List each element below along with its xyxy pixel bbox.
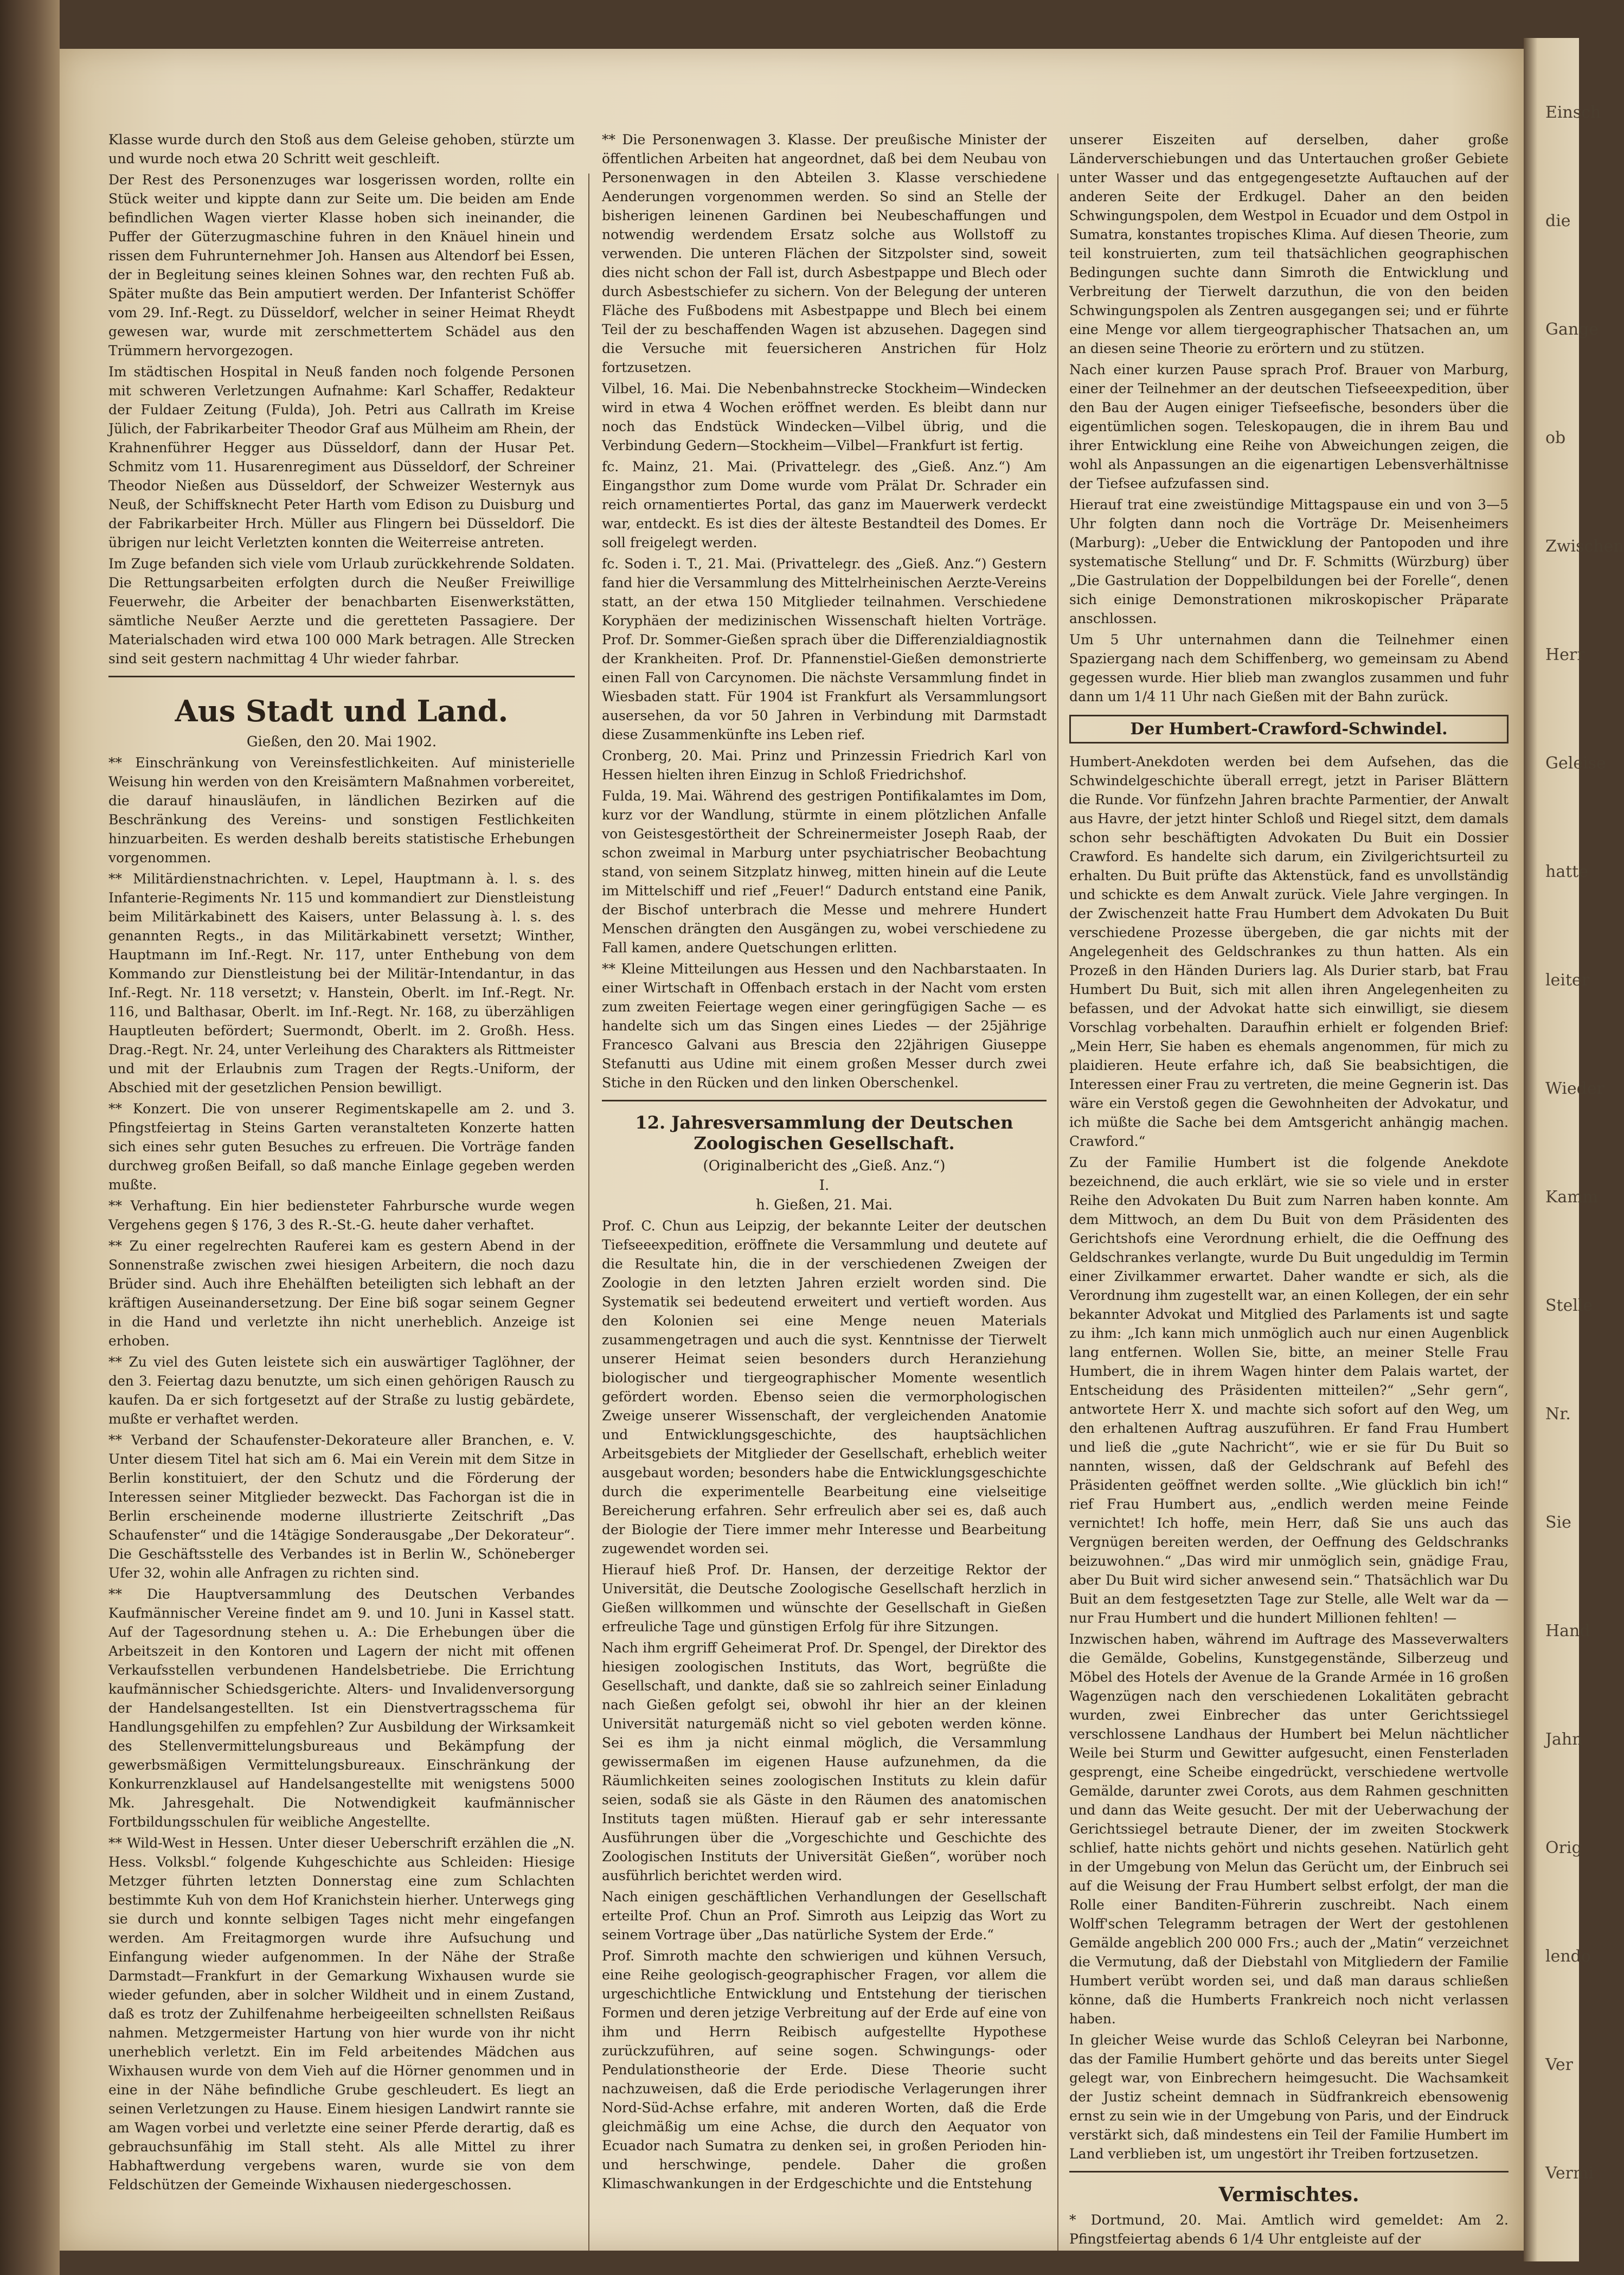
edge-fragment: Orig (1545, 1838, 1582, 1857)
section-divider (602, 1100, 1047, 1101)
edge-fragment: Wieder (1545, 1079, 1604, 1098)
news-item: ** Die Hauptversammlung des Deutschen Verbandes Kaufmännischer Vereine findet am 9. und 10. Juni in Kassel statt. Auf der Tagesordnung stehen u. A.: Die Erhebungen über die Arbeitszeit in den Kontoren und Lagern der nicht mit offenen Verkaufsstellen verbundenen Handelsbetriebe. Die Errichtung kaufmännischer Schiedsgerichte. Alters- und Invalidenversorgung der Handelsangestellten. Ist ein Dienstvertragsschema für Handlungsgehilfen zu empfehlen? Zur Ausbildung der Wirksamkeit des Stellenvermittelungsbureaus und Bekämpfung der gewerbsmäßigen Vermittelungsbureaux. Einschränkung der Konkurrenzklausel auf Handelsangestellte mit wenigstens 5000 Mk. Jahresgehalt. Die Notwendigkeit kaufmännischer Fortbildungsschulen für weibliche Angestellte. (108, 1586, 575, 1830)
article-text: Hierauf hieß Prof. Dr. Hansen, der derzeitige Rektor der Universität, die Deutsche Zoologische Gesellschaft herzlich in Gießen willkommen und wünschte der Gesellschaft in Gießen erfreuliche Tage und günstigen Erfolg für ihre Sitzungen. (602, 1562, 1047, 1635)
edge-fragment: lendo (1545, 1947, 1591, 1966)
meeting-dateline: h. Gießen, 21. Mai. (755, 1197, 893, 1213)
article-text: Der Rest des Personenzuges war losgerissen worden, rollte ein Stück weiter und kippte dann zur Seite um. Die beiden am Ende befindlichen Wagen vierter Klasse hoben sich ineinander, die Puffer der Güterzugmaschine fuhren in den Knäuel hinein und rissen dem Fuhrunternehmer Joh. Hansen aus Altendorf bei Essen, der in Begleitung seines kleinen Sohnes war, den rechten Fuß ab. Später mußte das Bein amputiert werden. Der Infanterist Schöffer vom 29. Inf.-Regt. zu Düsseldorf, welcher in seiner Heimat Rheydt gewesen war, wurde mit zerschmettertem Schädel aus den Trümmern hervorgezogen. (108, 172, 575, 358)
column-rule (1057, 174, 1058, 2251)
edge-fragment: Vermi (1545, 2164, 1594, 2183)
section-divider (1069, 2171, 1509, 2173)
news-item: ** Wild-West in Hessen. Unter dieser Ueberschrift erzählen die „N. Hess. Volksbl.“ folgende Kuhgeschichte aus Schleiden: Hiesige Metzger führten letzten Donnerstag eine zum Schlachten bestimmte Kuh von dem Hof Kranichstein hierher. Unterwegs ging sie durch und konnte selbigen Tages nicht mehr eingefangen werden. Am Freitagmorgen wurde ihre Aufsuchung und Einfangung wieder aufgenommen. In der Nähe der Straße Darmstadt—Frankfurt in der Gemarkung Wixhausen wurde sie wieder gefunden, aber in solcher Wildheit und in einem Zustand, daß es trotz der Zuhilfenahme herbeigeeilten schnellsten Reißaus nahmen. Metzgermeister Hartung von hier wurde von ihr nicht unerheblich verletzt. Ein im Feld arbeitendes Mädchen aus Wixhausen wurde von dem Vieh auf die Hörner genommen und in eine in der Nähe befindliche Grube geschleudert. Es liegt an seinen Verletzungen zu Hause. Einem hiesigen Landwirt rannte sie am Wagen vorbei und verletzte eine seiner Pferde derartig, daß es gebrauchsunfähig im Stall steht. Als alle Mittel zu ihrer Habhaftwerdung vergebens waren, wurde sie von dem Feldschützen der Gemeinde Wixhausen niedergeschossen. (108, 1835, 575, 2193)
edge-fragment: Herr (1545, 645, 1585, 664)
article-text: Nach einer kurzen Pause sprach Prof. Brauer von Marburg, einer der Teilnehmer an der deutschen Tiefseeexpedition, über den Bau der Augen einiger Tiefseefische, besonders über die eigentümlichen sogen. Teleskopaugen, die in ihrem Bau und ihrer Entwicklung eine Reihe von Abweichungen zeigen, die wohl als Anpassungen an die eigenartigen Lebensverhältnisse der Tiefsee aufzufassen sind. (1069, 362, 1509, 491)
article-text: Prof. C. Chun aus Leipzig, der bekannte Leiter der deutschen Tiefseeexpedition, eröffnete die Versammlung und deutete auf die Resultate hin, die in der verschiedenen Zweigen der Zoologie in den letzten Jahren erzielt worden sind. Die Systematik sei bedeutend erweitert und vertieft worden. Aus den Kolonien sei eine Menge neuen Materials zusammengetragen und auch die syst. Kenntnisse der Tierwelt unserer Heimat seien besonders durch Heranziehung biologischer und tiergeographischer Momente wesentlich gefördert worden. Ebenso seien die vermorphologischen Zweige unserer Wissenschaft, der vergleichenden Anatomie und Entwicklungsgeschichte, des hauptsächlichen Arbeitsgebiets der Mitglieder der Gesellschaft, erheblich weiter ausgebaut worden; besonders habe die Entwicklungsgeschichte durch die experimentelle Bearbeitung eine vielseitige Bereicherung erfahren. Sehr erfreulich aber sei es, daß auch der Biologie der Tiere immer mehr Interesse und Bearbeitung zugewendet worden sei. (602, 1218, 1047, 1556)
article-text: Nach einigen geschäftlichen Verhandlungen der Gesellschaft erteilte Prof. Chun an Prof. Simroth aus Leipzig das Wort zu seinem Vortrage über „Das natürliche System der Erde.“ (602, 1889, 1047, 1943)
edge-fragment: die (1545, 212, 1571, 230)
column-3 (1069, 130, 1509, 2251)
news-item: ** Militärdienstnachrichten. v. Lepel, Hauptmann à. l. s. des Infanterie-Regiments Nr. 115 und kommandiert zur Dienstleistung beim Militärkabinett des Kaisers, unter Belassung à. l. s. des genannten Regts., in das Militärkabinett versetzt; Winther, Hauptmann im Inf.-Regt. Nr. 117, unter Enthebung von dem Kommando zur Dienstleistung bei der Militär-Intendantur, in das Inf.-Regt. Nr. 118 versetzt; v. Hanstein, Oberlt. im Inf.-Regt. Nr. 116, und Balthasar, Oberlt. im Inf.-Regt. Nr. 168, zu überzähligen Hauptleuten befördert; Suermondt, Oberlt. im 2. Großh. Hess. Drag.-Regt. Nr. 24, unter Verleihung des Charakters als Rittmeister und mit der Erlaubnis zum Tragen der Regts.-Uniform, der Abschied mit der gesetzlichen Pension bewilligt. (108, 871, 575, 1095)
edge-fragment: hatte (1545, 862, 1589, 881)
news-item: fc. Soden i. T., 21. Mai. (Privattelegr. des „Gieß. Anz.“) Gestern fand hier die Versammlung des Mittelrheinischen Aerzte-Vereins statt, an der etwa 150 Mitglieder teilnahmen. Verschiedene Koryphäen der medizinischen Wissenschaft hielten Vorträge. Prof. Dr. Sommer-Gießen sprach über die Differenzialdiagnostik der Krankheiten. Prof. Dr. Pfannenstiel-Gießen demonstrierte einen Fall von Carcynomen. Die nächste Versammlung findet in Wiesbaden statt. Für 1904 ist Frankfurt als Versammlungsort ausersehen, da vor 50 Jahren in Verbindung mit Darmstadt diese Zusammenkünfte ins Leben rief. (602, 556, 1047, 742)
column-rule (588, 174, 589, 2251)
article-text: In gleicher Weise wurde das Schloß Celeyran bei Narbonne, das der Familie Humbert gehörte und das bereits unter Siegel gelegt war, von Einbrechern heimgesucht. Die Wachsamkeit der Justiz scheint demnach in Südfrankreich ebensowenig ernst zu sein wie in der Umgebung von Paris, und der Eindruck verstärkt sich, daß mindestens ein Teil der Familie Humbert im Land verblieben ist, um ungestört ihr Treiben fortzusetzen. (1069, 2032, 1509, 2162)
article-text: Um 5 Uhr unternahmen dann die Teilnehmer einen Spaziergang nach dem Schiffenberg, wo gemeinsam zu Abend gegessen wurde. Hier blieb man zwanglos zusammen und fuhr dann um 1/4 11 Uhr nach Gießen mit der Bahn zurück. (1069, 632, 1509, 704)
newspaper-page (60, 49, 1524, 2251)
edge-fragment: Ver (1545, 2055, 1574, 2074)
article-text: unserer Eiszeiten auf derselben, daher große Länderverschiebungen und das Untertauchen großer Gebiete unter Wasser und das entgegengesetzte Auftauchen auf der anderen Seite der Erdkugel. Daher an den beiden Schwingungspolen, dem Westpol in Ecuador und dem Ostpol in Sumatra, konstantes tropisches Klima. Auf diesen Theorie, zum teil konstruierten, zum teil thatsächlichen geographischen Bedingungen suchte dann Simroth die Entwicklung und Verbreitung der Tierwelt darzuthun, die von den beiden Schwingungspolen als Zentren ausgegangen sei; und er führte eine Menge vor allem tiergeographischer Thatsachen an, um an diesen seine Theorie zu erörtern und zu stützen. (1069, 132, 1509, 356)
meeting-subtitle: (Originalbericht des „Gieß. Anz.“) (703, 1158, 946, 1174)
news-item: ** Konzert. Die von unserer Regimentskapelle am 2. und 3. Pfingstfeiertag in Steins Garten veranstalteten Konzerte hatten sich eines sehr guten Besuches zu erfreuen. Die Vorträge fanden durchweg großen Beifall, so daß manche Einlage gegeben werden mußte. (108, 1101, 575, 1193)
edge-fragment: Nr. (1545, 1405, 1571, 1424)
edge-fragment: Stelle (1545, 1296, 1593, 1315)
edge-fragment: Einsch (1545, 103, 1601, 122)
article-text: Nach ihm ergriff Geheimerat Prof. Dr. Spengel, der Direktor des hiesigen zoologischen Instituts, das Wort, begrüßte die Gesellschaft, und dankte, daß sie so zahlreich seiner Einladung nach Gießen gefolgt sei, obwohl ihr hier an der kleinen Universität naturgemäß nicht so viel geboten werden könne. Sei es ihm ja nicht einmal möglich, die Versammlung gewissermaßen im eigenen Hause aufzunehmen, da die Räumlichkeiten seines zoologischen Instituts zu klein dafür seien, sodaß sie als Gäste in den Räumen des anatomischen Instituts tagen müßten. Hierauf gab er sehr interessante Ausführungen über die „Vorgeschichte und Geschichte des Zoologischen Instituts der Universität Gießen“, worüber noch ausführlich berichtet werden wird. (602, 1640, 1047, 1883)
article-text: Im Zuge befanden sich viele vom Urlaub zurückkehrende Soldaten. Die Rettungsarbeiten erfolgten durch die Neußer Freiwillige Feuerwehr, die Arbeiter der benachbarten Eisenwerkstätten, sämtliche Neußer Aerzte und die geretteten Passagiere. Der Materialschaden wird etwa 100 000 Mark betragen. Alle Strecken sind seit gestern nachmittag 4 Uhr wieder fahrbar. (108, 556, 575, 667)
next-page-edge (1524, 38, 1624, 2261)
dateline: Gießen, den 20. Mai 1902. (246, 734, 437, 750)
news-item: ** Die Personenwagen 3. Klasse. Der preußische Minister der öffentlichen Arbeiten hat angeordnet, daß bei dem Neubau von Personenwagen in den Abteilen 3. Klasse verschiedene Aenderungen vorgenommen werden. So sind an Stelle der bisherigen leinenen Gardinen bei Neubeschaffungen und notwendig werdendem Ersatz solche aus Wollstoff zu verwenden. Die unteren Flächen der Sitzpolster sind, soweit dies nicht schon der Fall ist, durch Asbestpappe und Blech oder durch Asbestschiefer zu sichern. Von der Belegung der unteren Fläche des Fußbodens mit Asbestpappe und Blech bei einem Teil der zu beschaffenden Wagen ist abzusehen. Dagegen sind die Versuche mit feuersicheren Anstrichen für Holz fortzusetzen. (602, 132, 1047, 375)
edge-fragment: Geleise (1545, 754, 1606, 773)
news-item: Fulda, 19. Mai. Während des gestrigen Pontifikalamtes im Dom, kurz vor der Wandlung, stürmte in einem plötzlichen Anfalle von Geistesgestörtheit der Schreinermeister Joseph Raab, der schon zweimal in Marburg unter psychiatrischer Beobachtung stand, von seinem Sitzplatz hinweg, mitten hinein auf die Leute im Mittelschiff und rief „Feuer!“ Dadurch entstand eine Panik, der Bischof unterbrach die Messe und mehrere Hundert Menschen drängten den Ausgängen zu, wobei verschiedene zu Fall kamen, andere Quetschungen erlitten. (602, 788, 1047, 956)
news-item: ** Verhaftung. Ein hier bediensteter Fahrbursche wurde wegen Vergehens gegen § 176, 3 des R.-St.-G. heute daher verhaftet. (108, 1198, 575, 1233)
article-text: Hierauf trat eine zweistündige Mittagspause ein und von 3—5 Uhr folgten dann noch die Vorträge Dr. Meisenheimers (Marburg): „Ueber die Entwicklung der Pantopoden und ihre systematische Stellung“ und Dr. F. Schmitts (Würzburg) über „Die Gastrulation der Doppelbildungen bei der Forelle“, denen sich einige Demonstrationen mikroskopischer Präparate anschlossen. (1069, 497, 1509, 626)
news-item: * Dortmund, 20. Mai. Amtlich wird gemeldet: Am 2. Pfingstfeiertag abends 6 1/4 Uhr entgleiste auf der (1069, 2212, 1509, 2247)
section-title-misc: Vermischtes. (1218, 2183, 1359, 2206)
meeting-part-number: I. (819, 1177, 830, 1194)
article-text: Inzwischen haben, während im Auftrage des Masseverwalters die Gemälde, Gobelins, Kunstgegenstände, Silberzeug und Möbel des Hotels der Avenue de la Grande Armée in 16 großen Wagenzügen nach den verschiedenen Lokalitäten gebracht wurden, zwei Einbrecher das unter Gerichtssiegel verschlossene Landhaus der Humbert bei Melun nächtlicher Weile bei Sturm und Gewitter aufgesucht, einen Fensterladen gesprengt, eine Scheibe eingedrückt, verschiedene wertvolle Gemälde, darunter zwei Corots, aus dem Rahmen geschnitten und dann das Weite gesucht. Der mit der Ueberwachung der Gerichtssiegel betraute Diener, der im zweiten Stockwerk schlief, hatte nichts gehört und nichts gesehen. Natürlich geht in der Umgebung von Melun das Gerücht um, der Einbruch sei auf die Weisung der Frau Humbert selbst erfolgt, der man die Rolle einer Banditen-Führerin zuschreibt. Nach einem Wolff'schen Telegramm betragen der Wert der gestohlenen Gemälde angeblich 200 000 Frs.; auch der „Matin“ verzeichnet die Vermutung, daß der Diebstahl von Mitgliedern der Familie Humbert verübt worden sei, und daß man daraus schließen könne, daß die Humberts Frankreich noch nicht verlassen haben. (1069, 1631, 1509, 2027)
edge-fragment: Hand (1545, 1622, 1590, 1640)
edge-fragment: Kamm (1545, 1188, 1599, 1207)
edge-fragment: Jahn (1545, 1730, 1583, 1749)
news-item: fc. Mainz, 21. Mai. (Privattelegr. des „Gieß. Anz.“) Am Eingangsthor zum Dome wurde vom Prälat Dr. Schrader ein reich ornamentiertes Portal, das ganz im Mauerwerk verdeckt war, entdeckt. Es ist dies der älteste Bestandteil des Domes. Er soll freigelegt werden. (602, 459, 1047, 550)
section-divider (108, 676, 575, 677)
edge-fragment: Zwischen (1545, 537, 1624, 556)
edge-fragment: ob (1545, 428, 1566, 447)
book-binding (0, 0, 60, 2275)
article-text: Zu der Familie Humbert ist die folgende Anekdote bezeichnend, die auch erklärt, wie sie so viele und in erster Reihe den Advokaten Du Buit zum Narren haben konnte. Am dem Mittwoch, an dem Du Buit von dem Präsidenten des Gerichtshofs eine Verordnung erhielt, die die Oeffnung des Geldschrankes verlangte, wurde Du Buit ungeduldig im Termin einer Zivilkammer erwartet. Daher wandte er sich, als die Verordnung ihm zugestellt war, an einen Kollegen, der ein sehr bekannter Advokat und Mitglied des Parlaments ist und sagte zu ihm: „Ich kann mich unmöglich auch nur einen Augenblick lang entfernen. Wollen Sie, bitte, an meiner Stelle Frau Humbert, die in ihrem Wagen hinter dem Palais wartet, der Entscheidung des Präsidenten mitteilen?“ „Sehr gern“, antwortete Herr X. und machte sich sofort auf den Weg, um den erhaltenen Auftrag auszuführen. Er fand Frau Humbert und ließ die „gute Nachricht“, wie er sie für Du Buit so nannten, wissen, daß der Geldschrank auf Befehl des Präsidenten geöffnet werden sollte. „Wie glücklich bin ich!“ rief Frau Humbert aus, „endlich werden meine Feinde vernichtet! Ich hoffe, mein Herr, daß Sie uns auch das Vergnügen bereiten werden, der Oeffnung des Geldschranks beizuwohnen.“ „Das wird mir unmöglich sein, gnädige Frau, aber Du Buit wird sicher anwesend sein.“ Thatsächlich war Du Buit an dem festgesetzten Tage zur Stelle, alle Welt war da — nur Frau Humbert und die hundert Millionen fehlten! — (1069, 1155, 1509, 1626)
article-title-box: Der Humbert-Crawford-Schwindel. (1069, 715, 1509, 744)
news-item: ** Kleine Mitteilungen aus Hessen und den Nachbarstaaten. In einer Wirtschaft in Offenbach erstach in der Nacht vom ersten zum zweiten Feiertage wegen einer geringfügigen Sache — es handelte sich um das Singen eines Liedes — der 25jährige Francesco Galvani aus Brescia den 22jährigen Giuseppe Stefanutti aus Udine mit einem großen Messer durch zwei Stiche in den Rücken und den linken Oberschenkel. (602, 961, 1047, 1091)
article-text: Klasse wurde durch den Stoß aus dem Geleise gehoben, stürzte um und wurde noch etwa 20 Schritt weit geschleift. (108, 132, 575, 166)
news-item: ** Zu viel des Guten leistete sich ein auswärtiger Taglöhner, der den 3. Feiertag dazu benutzte, um sich einen gehörigen Rausch zu kaufen. Da er sich fortgesetzt auf der Straße zu lustig gebärdete, mußte er verhaftet werden. (108, 1354, 575, 1427)
meeting-title: 12. Jahresversammlung der Deutschen Zoologischen Gesellschaft. (635, 1112, 1013, 1153)
news-item: Vilbel, 16. Mai. Die Nebenbahnstrecke Stockheim—Windecken wird in etwa 4 Wochen eröffnet werden. Es bleibt dann nur noch das Endstück Windecken—Vilbel übrig, und die Verbindung Gedern—Stockheim—Vilbel—Frankfurt ist fertig. (602, 381, 1047, 453)
news-item: ** Einschränkung von Vereinsfestlichkeiten. Auf ministerielle Weisung hin werden von den Kreisämtern Maßnahmen vorbereitet, die darauf hinausläufen, in ländlichen Bezirken auf die Beschränkung des Vereins- und sonstigen Festlichkeiten hinzuarbeiten. Es werden deshalb bereits statistische Erhebungen vorgenommen. (108, 755, 575, 866)
news-item: ** Zu einer regelrechten Rauferei kam es gestern Abend in der Sonnenstraße zwischen zwei hiesigen Arbeitern, die noch dazu Brüder sind. Auch ihre Ehehälften beteiligten sich lebhaft an der kräftigen Auseinandersetzung. Der Eine biß sogar seinem Gegner in die Hand und verletzte ihn nicht unerheblich. Anzeige ist erhoben. (108, 1238, 575, 1349)
article-text: Humbert-Anekdoten werden bei dem Aufsehen, das die Schwindelgeschichte überall erregt, jetzt in Pariser Blättern die Runde. Vor fünfzehn Jahren brachte Parmentier, der Anwalt aus Havre, der jetzt hinter Schloß und Riegel sitzt, dem damals schon sehr beschäftigten Advokaten Du Buit ein Dossier Crawford. Es handelte sich darum, ein Zivilgerichtsurteil zu erhalten. Du Buit prüfte das Aktenstück, fand es unvollständig und schickte es dem Anwalt zurück. Viele Jahre vergingen. In der Zwischenzeit hatte Frau Humbert dem Advokaten Du Buit verschiedene Prozesse übergeben, die gar nichts mit der Angelegenheit des Geldschrankes zu thun hatten. Als ein Prozeß in den Händen Duriers lag. Als Durier starb, bat Frau Humbert Du Buit, sich mit allen ihren Angelegenheiten zu befassen, und der Advokat hatte sich einwilligt, sie diesem Vorschlag vorbehalten. Daraufhin erhielt er folgenden Brief: „Mein Herr, Sie haben es ehemals angenommen, für mich zu plaidieren. Heute erfahre ich, daß Sie beabsichtigen, die Interessen einer Frau zu vertreten, die meine Gegnerin ist. Das wäre ein Verstoß gegen die Gewohnheiten der Advokatur, und ich müßte die Sache bei dem Amtsgericht anhängig machen. Crawford.“ (1069, 754, 1509, 1149)
edge-fragment: leiter (1545, 971, 1590, 990)
section-title: Aus Stadt und Land. (175, 694, 509, 728)
edge-fragment: Gange (1545, 320, 1599, 339)
column-2 (602, 130, 1047, 2195)
article-text: Im städtischen Hospital in Neuß fanden noch folgende Personen mit schweren Verletzungen Aufnahme: Karl Schaffer, Redakteur der Fuldaer Zeitung (Fulda), Joh. Petri aus Callrath im Kreise Jülich, der Fabrikarbeiter Theodor Graf aus Mülheim am Rhein, der Krahnenführer Hegger aus Düsseldorf, dann der Husar Pet. Schmitz vom 11. Husarenregiment aus Düsseldorf, der Schreiner Theodor Nießen aus Düsseldorf, der Schweizer Westernyk aus Neuß, der Schiffsknecht Peter Harth vom Edison zu Duisburg und der Fabrikarbeiter Hrch. Müller aus Flingern bei Düsseldorf. Die übrigen nur leicht Verletzten konnten die Weiterreise antreten. (108, 364, 575, 550)
article-text: Prof. Simroth machte den schwierigen und kühnen Versuch, eine Reihe geologisch-geographischer Fragen, vor allem die urgeschichtliche Entwicklung und Entstehung der tierischen Formen und deren jetzige Verbreitung auf der Erde auf eine von ihm und Herrn Reibisch aufgestellte Hypothese zurückzuführen, auf seine sogen. Schwingungs- oder Pendulationstheorie der Erde. Diese Theorie sucht nachzuweisen, daß die Erde periodische Verlagerungen ihrer Nord-Süd-Achse erfahre, mit anderen Worten, daß die Erde gleichmäßig um eine Achse, die durch den Aequator von Ecuador nach Sumatra zu denken sei, in großen Perioden hin- und herschwinge, pendele. Daher die großen Klimaschwankungen in der Erdgeschichte und die Entstehung (602, 1948, 1047, 2191)
edge-fragment: Sie (1545, 1513, 1571, 1532)
news-item: ** Verband der Schaufenster-Dekorateure aller Branchen, e. V. Unter diesem Titel hat sich am 6. Mai ein Verein mit dem Sitze in Berlin konstituiert, der den Schutz und die Förderung der Interessen seiner Mitglieder bezweckt. Das Fachorgan ist die in Berlin erscheinende moderne illustrierte Zeitschrift „Das Schaufenster“ und die 14tägige Sonderausgabe „Der Dekorateur“. Die Geschäftsstelle des Verbandes ist in Berlin W., Schöneberger Ufer 32, wohin alle Anfragen zu richten sind. (108, 1432, 575, 1581)
column-1 (108, 130, 575, 2196)
news-item: Cronberg, 20. Mai. Prinz und Prinzessin Friedrich Karl von Hessen hielten ihren Einzug in Schloß Friedrichshof. (602, 748, 1047, 783)
